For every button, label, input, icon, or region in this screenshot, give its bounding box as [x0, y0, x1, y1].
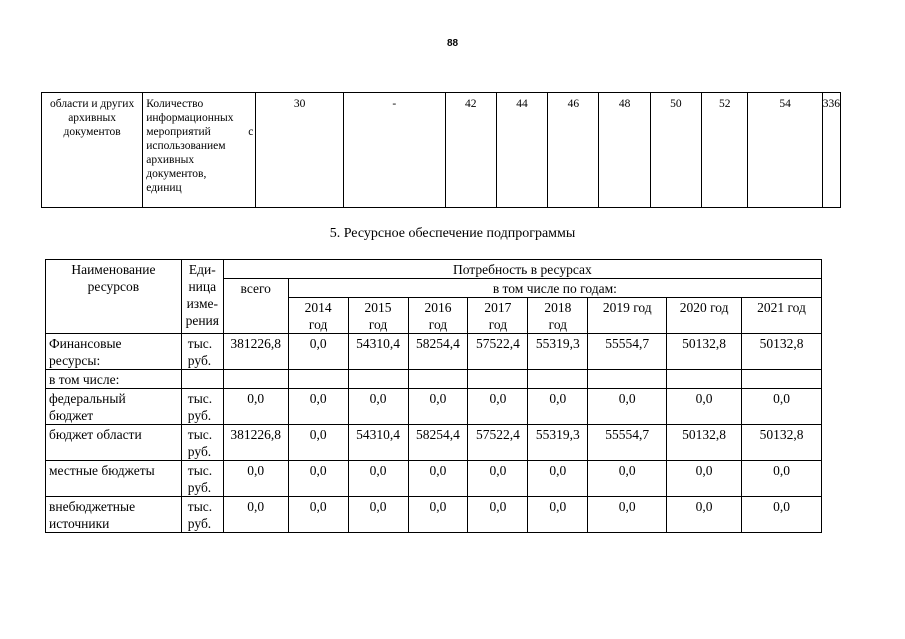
resource-name-cell — [46, 389, 182, 425]
resource-name-cell — [46, 425, 182, 461]
year-value-cell: 0,0 — [667, 389, 742, 425]
indicator-line: документов, — [146, 168, 207, 180]
empty-cell — [742, 370, 822, 389]
empty-cell — [348, 370, 408, 389]
indicator-line: единиц — [146, 182, 182, 194]
name-header-line: Наименование — [71, 262, 156, 277]
year-value-cell: 0,0 — [468, 389, 528, 425]
unit-header-line: изме- — [186, 296, 218, 311]
resource-name-line: бюджет — [49, 408, 94, 423]
year-word: год — [368, 317, 388, 332]
total-cell: 0,0 — [223, 389, 288, 425]
indicator-justified-line — [146, 125, 253, 139]
unit-cell — [181, 334, 223, 370]
need-header: Потребность в ресурсах — [223, 260, 821, 279]
year-value-cell: 0,0 — [588, 497, 667, 533]
resource-row — [46, 425, 822, 461]
year-number: 2014 — [304, 300, 332, 315]
unit-header-line: Еди- — [188, 262, 216, 277]
value-cell: 42 — [445, 93, 496, 208]
year-value-cell: 54310,4 — [348, 425, 408, 461]
unit-line: тыс. — [187, 336, 213, 351]
name-header-line: ресурсов — [87, 279, 140, 294]
area-line: документов — [63, 126, 121, 138]
year-value-cell: 0,0 — [408, 461, 468, 497]
total-cell: 381226,8 — [223, 334, 288, 370]
resource-row — [46, 497, 822, 533]
year-header — [408, 298, 468, 334]
year-number: 2016 — [424, 300, 452, 315]
unit-line: тыс. — [187, 463, 213, 478]
unit-line: тыс. — [187, 427, 213, 442]
resource-name-line: внебюджетные — [49, 499, 136, 514]
year-header — [468, 298, 528, 334]
year-value-cell: 0,0 — [348, 461, 408, 497]
year-header — [528, 298, 588, 334]
year-header: 2019 год — [588, 298, 667, 334]
year-word: год — [428, 317, 448, 332]
year-value-cell: 50132,8 — [667, 425, 742, 461]
area-cell — [42, 93, 143, 208]
empty-cell — [223, 370, 288, 389]
resource-table — [45, 259, 822, 533]
unit-line: руб. — [187, 480, 212, 495]
resource-name-cell — [46, 497, 182, 533]
resource-name-line: федеральный — [49, 391, 126, 406]
resource-row — [46, 461, 822, 497]
indicator-line: использованием — [146, 140, 226, 152]
year-value-cell: 0,0 — [288, 389, 348, 425]
year-value-cell: 0,0 — [588, 389, 667, 425]
year-value-cell: 50132,8 — [742, 425, 822, 461]
value-cell: 48 — [599, 93, 650, 208]
year-value-cell: 0,0 — [288, 334, 348, 370]
total-cell: 0,0 — [223, 461, 288, 497]
year-value-cell: 0,0 — [288, 461, 348, 497]
value-cell: 30 — [256, 93, 344, 208]
year-value-cell: 0,0 — [528, 497, 588, 533]
total-header: всего — [223, 279, 288, 334]
resource-name-cell — [46, 334, 182, 370]
unit-line: руб. — [187, 444, 212, 459]
value-cell: - — [344, 93, 446, 208]
empty-cell — [588, 370, 667, 389]
year-word: год — [548, 317, 568, 332]
indicator-table — [41, 92, 841, 208]
empty-cell — [468, 370, 528, 389]
unit-line: руб. — [187, 516, 212, 531]
value-cell: 336 — [822, 93, 840, 208]
resource-row — [46, 370, 822, 389]
resource-row — [46, 334, 822, 370]
value-cell: 54 — [748, 93, 822, 208]
resource-name-line: бюджет области — [49, 427, 142, 442]
resource-name-cell — [46, 370, 182, 389]
total-cell: 381226,8 — [223, 425, 288, 461]
area-line: области и других — [50, 98, 135, 110]
year-value-cell: 54310,4 — [348, 334, 408, 370]
resource-table-body — [46, 334, 822, 533]
resource-name-line: местные бюджеты — [49, 463, 155, 478]
total-cell: 0,0 — [223, 497, 288, 533]
unit-line: руб. — [187, 353, 212, 368]
year-word: год — [308, 317, 328, 332]
resource-row — [46, 389, 822, 425]
value-cell: 46 — [548, 93, 599, 208]
year-number: 2017 — [484, 300, 512, 315]
year-header — [288, 298, 348, 334]
unit-line: тыс. — [187, 499, 213, 514]
year-value-cell: 55554,7 — [588, 334, 667, 370]
year-value-cell: 0,0 — [288, 425, 348, 461]
year-number: 2015 — [364, 300, 392, 315]
value-cell: 44 — [496, 93, 547, 208]
resource-name-line: Финансовые — [49, 336, 122, 351]
name-header — [46, 260, 182, 334]
year-value-cell: 0,0 — [742, 461, 822, 497]
year-value-cell: 0,0 — [348, 497, 408, 533]
year-value-cell: 0,0 — [528, 389, 588, 425]
area-line: архивных — [68, 112, 117, 124]
year-value-cell: 55319,3 — [528, 425, 588, 461]
year-value-cell: 50132,8 — [742, 334, 822, 370]
resource-name-cell — [46, 461, 182, 497]
year-header: 2020 год — [667, 298, 742, 334]
unit-cell — [181, 389, 223, 425]
year-number: 2018 — [544, 300, 572, 315]
year-header — [348, 298, 408, 334]
by-years-header: в том числе по годам: — [288, 279, 821, 298]
year-value-cell: 0,0 — [408, 497, 468, 533]
empty-cell — [408, 370, 468, 389]
year-value-cell: 0,0 — [288, 497, 348, 533]
year-value-cell: 0,0 — [742, 497, 822, 533]
year-value-cell: 57522,4 — [468, 334, 528, 370]
unit-header-line: ница — [188, 279, 217, 294]
unit-cell — [181, 497, 223, 533]
year-value-cell: 0,0 — [528, 461, 588, 497]
year-value-cell: 58254,4 — [408, 334, 468, 370]
resource-name-line: в том числе: — [49, 372, 120, 387]
indicator-line: архивных — [146, 154, 195, 166]
year-value-cell: 0,0 — [667, 497, 742, 533]
page-number: 88 — [446, 38, 459, 49]
year-value-cell: 57522,4 — [468, 425, 528, 461]
year-value-cell: 0,0 — [468, 497, 528, 533]
section-title: 5. Ресурсное обеспечение подпрограммы — [329, 226, 576, 241]
indicator-line: Количество — [146, 98, 204, 110]
indicator-line-tail: с — [248, 126, 254, 138]
empty-cell — [181, 370, 223, 389]
unit-header — [181, 260, 223, 334]
resource-name-line: источники — [49, 516, 110, 531]
value-cell: 52 — [701, 93, 747, 208]
year-value-cell: 0,0 — [588, 461, 667, 497]
unit-line: руб. — [187, 408, 212, 423]
unit-header-line: рения — [185, 313, 219, 328]
year-value-cell: 50132,8 — [667, 334, 742, 370]
year-word: год — [488, 317, 508, 332]
indicator-cell — [143, 93, 256, 208]
year-value-cell: 0,0 — [667, 461, 742, 497]
year-header: 2021 год — [742, 298, 822, 334]
unit-line: тыс. — [187, 391, 213, 406]
year-value-cell: 55554,7 — [588, 425, 667, 461]
year-value-cell: 55319,3 — [528, 334, 588, 370]
header-row — [46, 260, 822, 279]
indicator-row — [42, 93, 841, 208]
year-value-cell: 0,0 — [408, 389, 468, 425]
year-value-cell: 0,0 — [348, 389, 408, 425]
unit-cell — [181, 461, 223, 497]
value-cell: 50 — [650, 93, 701, 208]
empty-cell — [288, 370, 348, 389]
year-value-cell: 0,0 — [468, 461, 528, 497]
empty-cell — [667, 370, 742, 389]
year-value-cell: 0,0 — [742, 389, 822, 425]
empty-cell — [528, 370, 588, 389]
year-value-cell: 58254,4 — [408, 425, 468, 461]
resource-name-line: ресурсы: — [49, 353, 101, 368]
unit-cell — [181, 425, 223, 461]
indicator-line: информационных — [146, 112, 234, 124]
indicator-line: мероприятий — [146, 126, 211, 138]
